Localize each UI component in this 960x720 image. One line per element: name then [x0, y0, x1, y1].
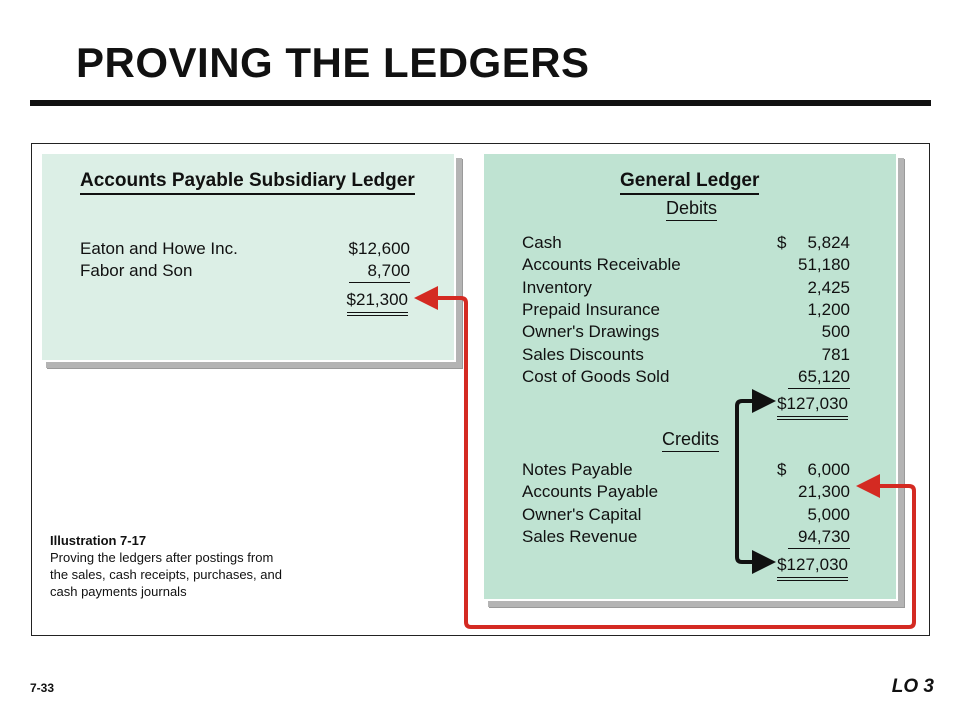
slide-title: PROVING THE LEDGERS — [76, 39, 590, 86]
ap-total: $21,300 — [347, 289, 408, 316]
debits-total: $127,030 — [777, 393, 848, 420]
credit-row-name: Accounts Payable — [522, 482, 659, 502]
debit-row-amount: 781 — [821, 344, 850, 364]
debit-row-amount: 65,120 — [788, 366, 850, 389]
caption-text: Proving the ledgers after postings from the sales, cash receipts, purchases, and cash payments journals — [50, 550, 282, 599]
red-reconcile-arrow-body — [426, 298, 914, 627]
slide-number: 7-33 — [30, 681, 55, 695]
credits-total: $127,030 — [777, 554, 848, 581]
gl-heading: General Ledger — [620, 170, 759, 192]
ap-row-name: Eaton and Howe Inc. — [80, 239, 238, 258]
red-reconcile-arrow — [868, 486, 914, 537]
credit-row-amount: 21,300 — [798, 482, 850, 502]
debit-row-name: Prepaid Insurance — [522, 299, 660, 319]
illustration-caption — [50, 532, 290, 600]
debit-row-amount: 1,200 — [807, 299, 850, 319]
credit-row-amount: 94,730 — [788, 526, 850, 549]
debit-row-amount: 500 — [821, 322, 850, 342]
credit-row-name: Sales Revenue — [522, 526, 638, 546]
notes-payable-dollar-sign: $ — [777, 460, 787, 479]
ap-row-amount: $12,600 — [348, 239, 410, 258]
credit-row-name: Notes Payable — [522, 460, 633, 479]
black-balance-arrow — [737, 401, 767, 562]
debit-row-amount: 2,425 — [807, 277, 850, 297]
debit-row-name: Inventory — [522, 277, 592, 297]
credit-row-amount: 5,000 — [807, 504, 850, 524]
ap-row-amount: 8,700 — [349, 260, 410, 283]
debit-row-amount: 51,180 — [798, 255, 850, 275]
debit-row-name: Owner's Drawings — [522, 322, 660, 342]
credit-row-amount: 6,000 — [807, 460, 850, 479]
learning-objective-label: LO 3 — [891, 676, 934, 697]
debit-row-amount: 5,824 — [807, 233, 850, 252]
credit-row-name: Owner's Capital — [522, 504, 642, 524]
cash-dollar-sign: $ — [777, 233, 787, 252]
debit-row-name: Accounts Receivable — [522, 255, 681, 275]
caption-title: Illustration 7-17 — [50, 533, 147, 548]
ap-ledger-heading: Accounts Payable Subsidiary Ledger — [80, 170, 415, 192]
credits-heading: Credits — [662, 428, 719, 450]
ap-row-name: Fabor and Son — [80, 261, 193, 280]
debits-heading: Debits — [666, 197, 717, 219]
debit-row-name: Cash — [522, 233, 562, 252]
debit-row-name: Cost of Goods Sold — [522, 366, 670, 386]
debit-row-name: Sales Discounts — [522, 344, 644, 364]
